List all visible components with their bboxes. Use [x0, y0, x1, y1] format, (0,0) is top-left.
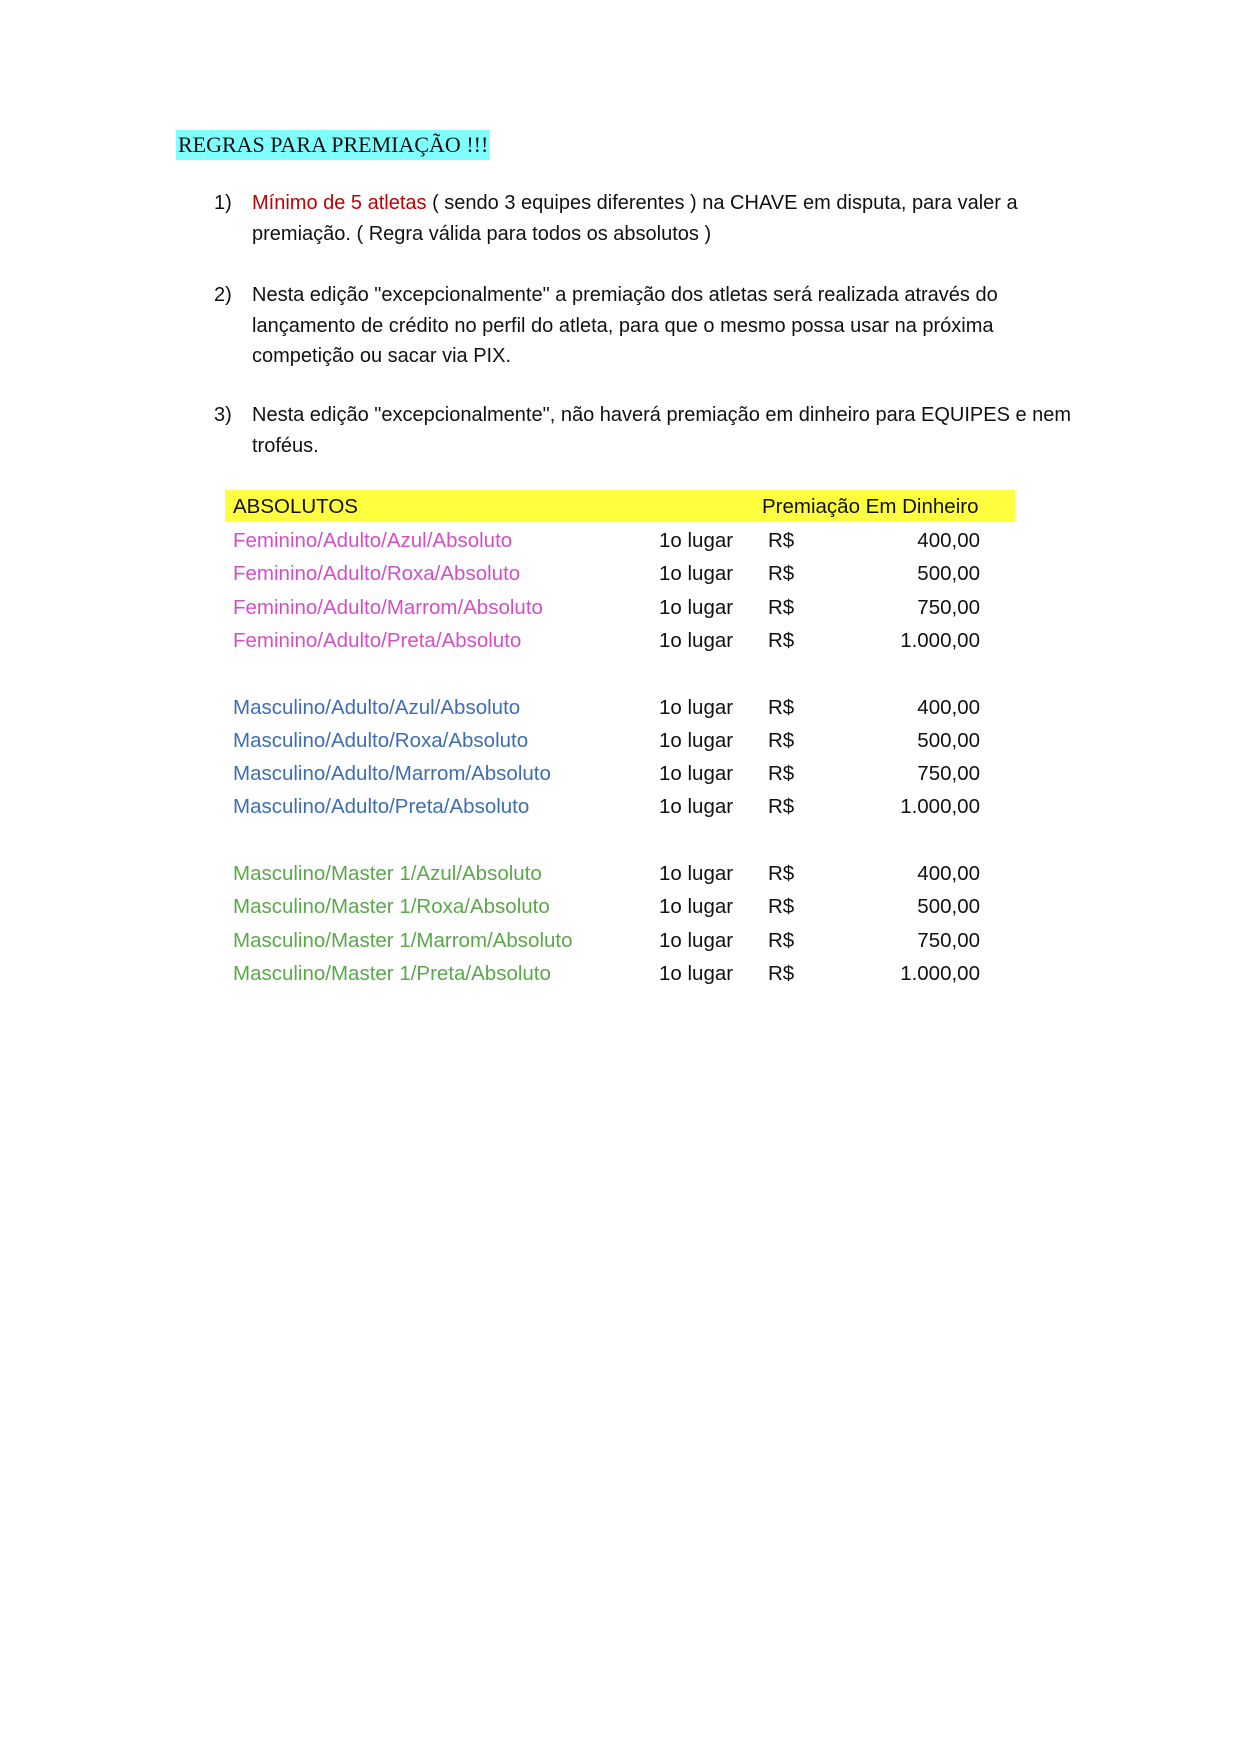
currency-cell: R$ [768, 529, 795, 552]
place-cell: 1o lugar [659, 961, 734, 985]
category-cell: Masculino/Adulto/Azul/Absoluto [233, 695, 521, 719]
currency-cell: R$ [768, 961, 795, 985]
currency-cell: R$ [768, 695, 795, 719]
category-cell: Masculino/Master 1/Marrom/Absoluto [233, 928, 573, 952]
amount-cell: 400,00 [917, 529, 980, 552]
header-prize: Premiação Em Dinheiro [762, 495, 979, 518]
amount-cell: 1.000,00 [900, 961, 980, 985]
table-row [225, 724, 1015, 757]
place-cell: 1o lugar [659, 628, 734, 652]
rule-number: 1) [214, 192, 232, 214]
table-row [225, 857, 1015, 890]
rule-number: 2) [214, 284, 232, 306]
rule-highlight: Mínimo de 5 atletas [252, 192, 427, 214]
place-cell: 1o lugar [659, 529, 734, 552]
rule-text [252, 188, 1074, 249]
currency-cell: R$ [768, 895, 795, 919]
rule-item-3 [214, 400, 1074, 461]
category-cell: Masculino/Master 1/Azul/Absoluto [233, 862, 542, 885]
category-cell: Masculino/Adulto/Preta/Absoluto [233, 795, 530, 819]
table-header [225, 490, 1015, 522]
table-row [225, 924, 1015, 957]
rule-text-rest: ( sendo 3 equipes diferentes ) na CHAVE em disputa, para valer a premiação. ( Regra válida para todos os absolutos ) [252, 192, 1018, 245]
amount-cell: 750,00 [917, 595, 980, 619]
currency-cell: R$ [768, 862, 795, 885]
amount-cell: 400,00 [917, 862, 980, 885]
category-cell: Feminino/Adulto/Azul/Absoluto [233, 529, 513, 552]
amount-cell: 750,00 [917, 928, 980, 952]
currency-cell: R$ [768, 628, 795, 652]
table-row [225, 957, 1015, 990]
amount-cell: 1.000,00 [900, 795, 980, 819]
table-row [225, 524, 1015, 557]
category-cell: Feminino/Adulto/Marrom/Absoluto [233, 595, 543, 619]
rule-text: Nesta edição "excepcionalmente" a premiação dos atletas será realizada através do lançamento de crédito no perfil do atleta, para que o mesmo possa usar na próxima competição ou sacar via PIX. [252, 284, 998, 367]
currency-cell: R$ [768, 762, 795, 786]
category-cell: Masculino/Adulto/Roxa/Absoluto [233, 728, 529, 752]
place-cell: 1o lugar [659, 562, 734, 586]
place-cell: 1o lugar [659, 895, 734, 919]
place-cell: 1o lugar [659, 695, 734, 719]
currency-cell: R$ [768, 595, 795, 619]
table-row [225, 591, 1015, 624]
category-cell: Masculino/Master 1/Roxa/Absoluto [233, 895, 550, 919]
rule-item-2 [214, 280, 1074, 372]
amount-cell: 500,00 [917, 562, 980, 586]
category-cell: Masculino/Master 1/Preta/Absoluto [233, 961, 551, 985]
category-cell: Feminino/Adulto/Preta/Absoluto [233, 628, 522, 652]
table-row [225, 790, 1015, 823]
place-cell: 1o lugar [659, 795, 734, 819]
currency-cell: R$ [768, 728, 795, 752]
place-cell: 1o lugar [659, 862, 734, 885]
currency-cell: R$ [768, 795, 795, 819]
rule-number: 3) [214, 404, 232, 426]
rule-text: Nesta edição "excepcionalmente", não haverá premiação em dinheiro para EQUIPES e nem troféus. [252, 404, 1072, 457]
place-cell: 1o lugar [659, 728, 734, 752]
table-row [225, 757, 1015, 790]
place-cell: 1o lugar [659, 928, 734, 952]
table-row [225, 624, 1015, 657]
amount-cell: 500,00 [917, 728, 980, 752]
place-cell: 1o lugar [659, 595, 734, 619]
amount-cell: 400,00 [917, 695, 980, 719]
amount-cell: 750,00 [917, 762, 980, 786]
amount-cell: 500,00 [917, 895, 980, 919]
rule-item-1 [214, 188, 1074, 249]
amount-cell: 1.000,00 [900, 628, 980, 652]
header-category: ABSOLUTOS [233, 495, 358, 518]
table-row [225, 691, 1015, 724]
table-row [225, 890, 1015, 923]
page-title: REGRAS PARA PREMIAÇÃO !!! [176, 130, 490, 160]
currency-cell: R$ [768, 562, 795, 586]
currency-cell: R$ [768, 928, 795, 952]
category-cell: Feminino/Adulto/Roxa/Absoluto [233, 562, 521, 586]
category-cell: Masculino/Adulto/Marrom/Absoluto [233, 762, 551, 786]
place-cell: 1o lugar [659, 762, 734, 786]
table-row [225, 557, 1015, 590]
